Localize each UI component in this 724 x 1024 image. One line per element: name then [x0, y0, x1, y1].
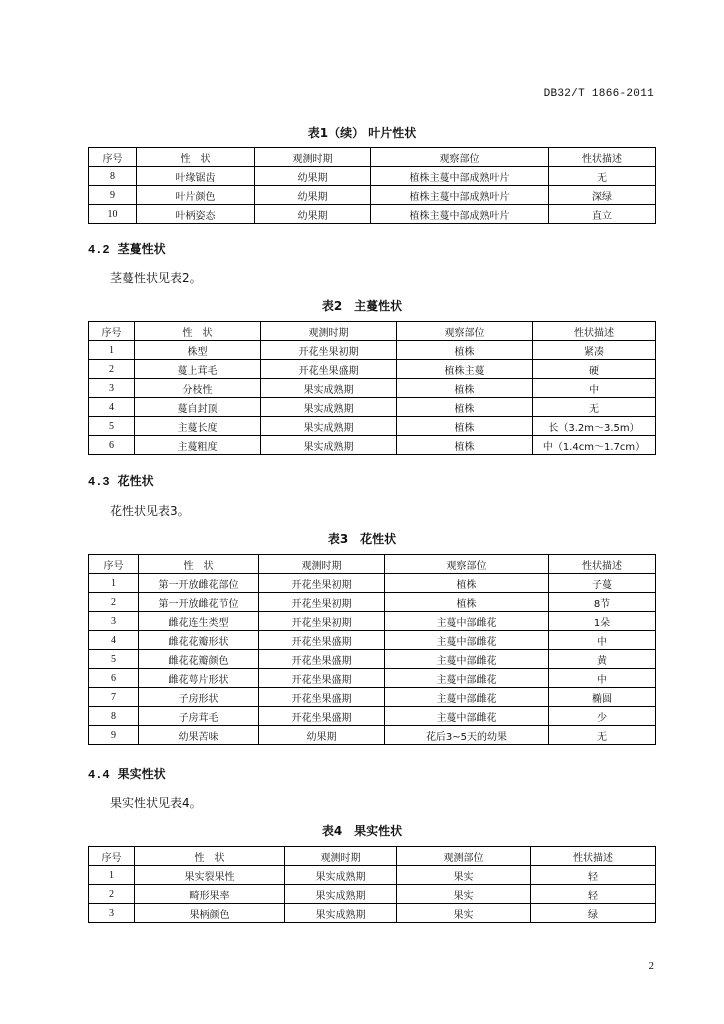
cell: 果实成熟期 [261, 417, 397, 436]
cell: 3 [89, 612, 139, 631]
section-number: 4.3 [88, 475, 110, 489]
cell: 花后3~5天的幼果 [385, 726, 549, 745]
cell: 少 [549, 707, 656, 726]
page-number: 2 [648, 960, 654, 972]
cell: 开花坐果盛期 [261, 360, 397, 379]
cell: 直立 [549, 205, 656, 224]
cell: 植株主蔓中部成熟叶片 [371, 167, 549, 186]
table-row [89, 612, 656, 631]
cell: 主蔓中部雌花 [385, 650, 549, 669]
col-trait: 性 状 [135, 847, 285, 866]
col-period: 观测时期 [261, 322, 397, 341]
cell: 果实成熟期 [285, 885, 397, 904]
cell: 5 [89, 650, 139, 669]
table1-header-row [89, 148, 656, 167]
table-row [89, 205, 656, 224]
col-index: 序号 [89, 322, 135, 341]
cell: 1 [89, 866, 135, 885]
col-location: 观测部位 [397, 847, 531, 866]
cell: 蔓自封顶 [135, 398, 261, 417]
cell: 无 [549, 167, 656, 186]
cell: 果实 [397, 866, 531, 885]
table-row [89, 904, 656, 923]
table-row [89, 593, 656, 612]
section-title: 花性状 [117, 474, 154, 488]
cell: 果实裂果性 [135, 866, 285, 885]
cell: 雌花花瓣颜色 [139, 650, 259, 669]
cell: 幼果期 [255, 167, 371, 186]
table-row [89, 650, 656, 669]
cell: 7 [89, 688, 139, 707]
cell: 开花坐果盛期 [259, 688, 385, 707]
table1 [88, 147, 656, 224]
cell: 植株主蔓中部成熟叶片 [371, 186, 549, 205]
cell: 中 [549, 669, 656, 688]
col-description: 性状描述 [549, 555, 656, 574]
col-index: 序号 [89, 555, 139, 574]
section-number: 4.2 [88, 243, 110, 257]
cell: 植株 [397, 341, 533, 360]
cell: 黄 [549, 650, 656, 669]
table4-header-row [89, 847, 656, 866]
cell: 中（1.4cm～1.7cm） [533, 436, 656, 455]
table-row [89, 866, 656, 885]
cell: 3 [89, 379, 135, 398]
cell: 2 [89, 360, 135, 379]
section-4-3-text: 花性状见表3。 [110, 504, 190, 518]
col-description: 性状描述 [533, 322, 656, 341]
cell: 4 [89, 398, 135, 417]
cell: 雌花连生类型 [139, 612, 259, 631]
cell: 株型 [135, 341, 261, 360]
cell: 主蔓长度 [135, 417, 261, 436]
cell: 开花坐果盛期 [259, 631, 385, 650]
cell: 8 [89, 167, 137, 186]
table-row [89, 186, 656, 205]
cell: 植株 [397, 398, 533, 417]
section-4-2-heading [88, 240, 166, 257]
cell: 主蔓中部雌花 [385, 688, 549, 707]
cell: 开花坐果盛期 [259, 707, 385, 726]
section-4-2-text: 茎蔓性状见表2。 [110, 271, 202, 285]
cell: 植株 [397, 436, 533, 455]
cell: 叶柄姿态 [137, 205, 255, 224]
col-description: 性状描述 [549, 148, 656, 167]
cell: 子房茸毛 [139, 707, 259, 726]
cell: 无 [549, 726, 656, 745]
cell: 轻 [531, 885, 656, 904]
col-location: 观察部位 [385, 555, 549, 574]
cell: 主蔓中部雌花 [385, 669, 549, 688]
cell: 开花坐果初期 [261, 341, 397, 360]
cell: 紧凑 [533, 341, 656, 360]
col-description: 性状描述 [531, 847, 656, 866]
col-index: 序号 [89, 148, 137, 167]
table2-caption: 表2 主蔓性状 [321, 299, 403, 313]
cell: 雌花花瓣形状 [139, 631, 259, 650]
cell: 果实成熟期 [261, 379, 397, 398]
cell: 主蔓中部雌花 [385, 612, 549, 631]
cell: 叶缘锯齿 [137, 167, 255, 186]
col-location: 观察部位 [371, 148, 549, 167]
cell: 植株 [385, 574, 549, 593]
cell: 3 [89, 904, 135, 923]
cell: 植株主蔓中部成熟叶片 [371, 205, 549, 224]
section-title: 茎蔓性状 [117, 242, 166, 256]
cell: 2 [89, 593, 139, 612]
cell: 幼果期 [255, 205, 371, 224]
cell: 开花坐果初期 [259, 574, 385, 593]
col-trait: 性 状 [137, 148, 255, 167]
cell: 叶片颜色 [137, 186, 255, 205]
cell: 8 [89, 707, 139, 726]
table-row [89, 885, 656, 904]
cell: 分枝性 [135, 379, 261, 398]
cell: 椭圆 [549, 688, 656, 707]
cell: 果实成熟期 [261, 398, 397, 417]
table3-header-row [89, 555, 656, 574]
cell: 果实成熟期 [285, 866, 397, 885]
cell: 果柄颜色 [135, 904, 285, 923]
cell: 果实 [397, 885, 531, 904]
cell: 主蔓中部雌花 [385, 707, 549, 726]
table-row [89, 341, 656, 360]
cell: 第一开放雌花节位 [139, 593, 259, 612]
col-trait: 性 状 [135, 322, 261, 341]
col-index: 序号 [89, 847, 135, 866]
table4-caption: 表4 果实性状 [321, 824, 403, 838]
table-row [89, 167, 656, 186]
table3-caption: 表3 花性状 [327, 532, 397, 546]
cell: 子蔓 [549, 574, 656, 593]
cell: 1 [89, 341, 135, 360]
document-code: DB32/T 1866-2011 [543, 88, 654, 100]
table-row [89, 726, 656, 745]
table-row [89, 398, 656, 417]
table-row [89, 436, 656, 455]
cell: 1朵 [549, 612, 656, 631]
table3 [88, 554, 656, 745]
cell: 第一开放雌花部位 [139, 574, 259, 593]
col-period: 观测时期 [285, 847, 397, 866]
table-row [89, 379, 656, 398]
cell: 中 [549, 631, 656, 650]
cell: 2 [89, 885, 135, 904]
cell: 主蔓粗度 [135, 436, 261, 455]
cell: 轻 [531, 866, 656, 885]
col-period: 观测时期 [259, 555, 385, 574]
cell: 6 [89, 669, 139, 688]
cell: 植株 [385, 593, 549, 612]
table2-header-row [89, 322, 656, 341]
cell: 无 [533, 398, 656, 417]
cell: 果实成熟期 [285, 904, 397, 923]
cell: 开花坐果初期 [259, 593, 385, 612]
cell: 9 [89, 186, 137, 205]
cell: 子房形状 [139, 688, 259, 707]
cell: 果实成熟期 [261, 436, 397, 455]
cell: 蔓上茸毛 [135, 360, 261, 379]
cell: 6 [89, 436, 135, 455]
table-row [89, 688, 656, 707]
cell: 5 [89, 417, 135, 436]
section-4-3-heading [88, 472, 154, 489]
cell: 1 [89, 574, 139, 593]
col-trait: 性 状 [139, 555, 259, 574]
cell: 8节 [549, 593, 656, 612]
table2 [88, 321, 656, 455]
section-title: 果实性状 [117, 767, 166, 781]
cell: 幼果苦味 [139, 726, 259, 745]
cell: 硬 [533, 360, 656, 379]
cell: 幼果期 [259, 726, 385, 745]
cell: 雌花萼片形状 [139, 669, 259, 688]
section-4-4-heading [88, 765, 166, 782]
cell: 植株主蔓 [397, 360, 533, 379]
cell: 幼果期 [255, 186, 371, 205]
cell: 畸形果率 [135, 885, 285, 904]
table-row [89, 417, 656, 436]
cell: 4 [89, 631, 139, 650]
table-row [89, 669, 656, 688]
table-row [89, 707, 656, 726]
section-4-4-text: 果实性状见表4。 [110, 796, 202, 810]
table-row [89, 631, 656, 650]
cell: 植株 [397, 417, 533, 436]
cell: 主蔓中部雌花 [385, 631, 549, 650]
cell: 开花坐果盛期 [259, 650, 385, 669]
cell: 中 [533, 379, 656, 398]
cell: 植株 [397, 379, 533, 398]
cell: 绿 [531, 904, 656, 923]
cell: 长（3.2m～3.5m） [533, 417, 656, 436]
cell: 深绿 [549, 186, 656, 205]
table4 [88, 846, 656, 923]
col-period: 观测时期 [255, 148, 371, 167]
cell: 10 [89, 205, 137, 224]
table-row [89, 360, 656, 379]
section-number: 4.4 [88, 768, 110, 782]
cell: 开花坐果初期 [259, 612, 385, 631]
col-location: 观察部位 [397, 322, 533, 341]
table1-caption: 表1（续） 叶片性状 [307, 126, 417, 140]
cell: 开花坐果盛期 [259, 669, 385, 688]
table-row [89, 574, 656, 593]
cell: 果实 [397, 904, 531, 923]
cell: 9 [89, 726, 139, 745]
